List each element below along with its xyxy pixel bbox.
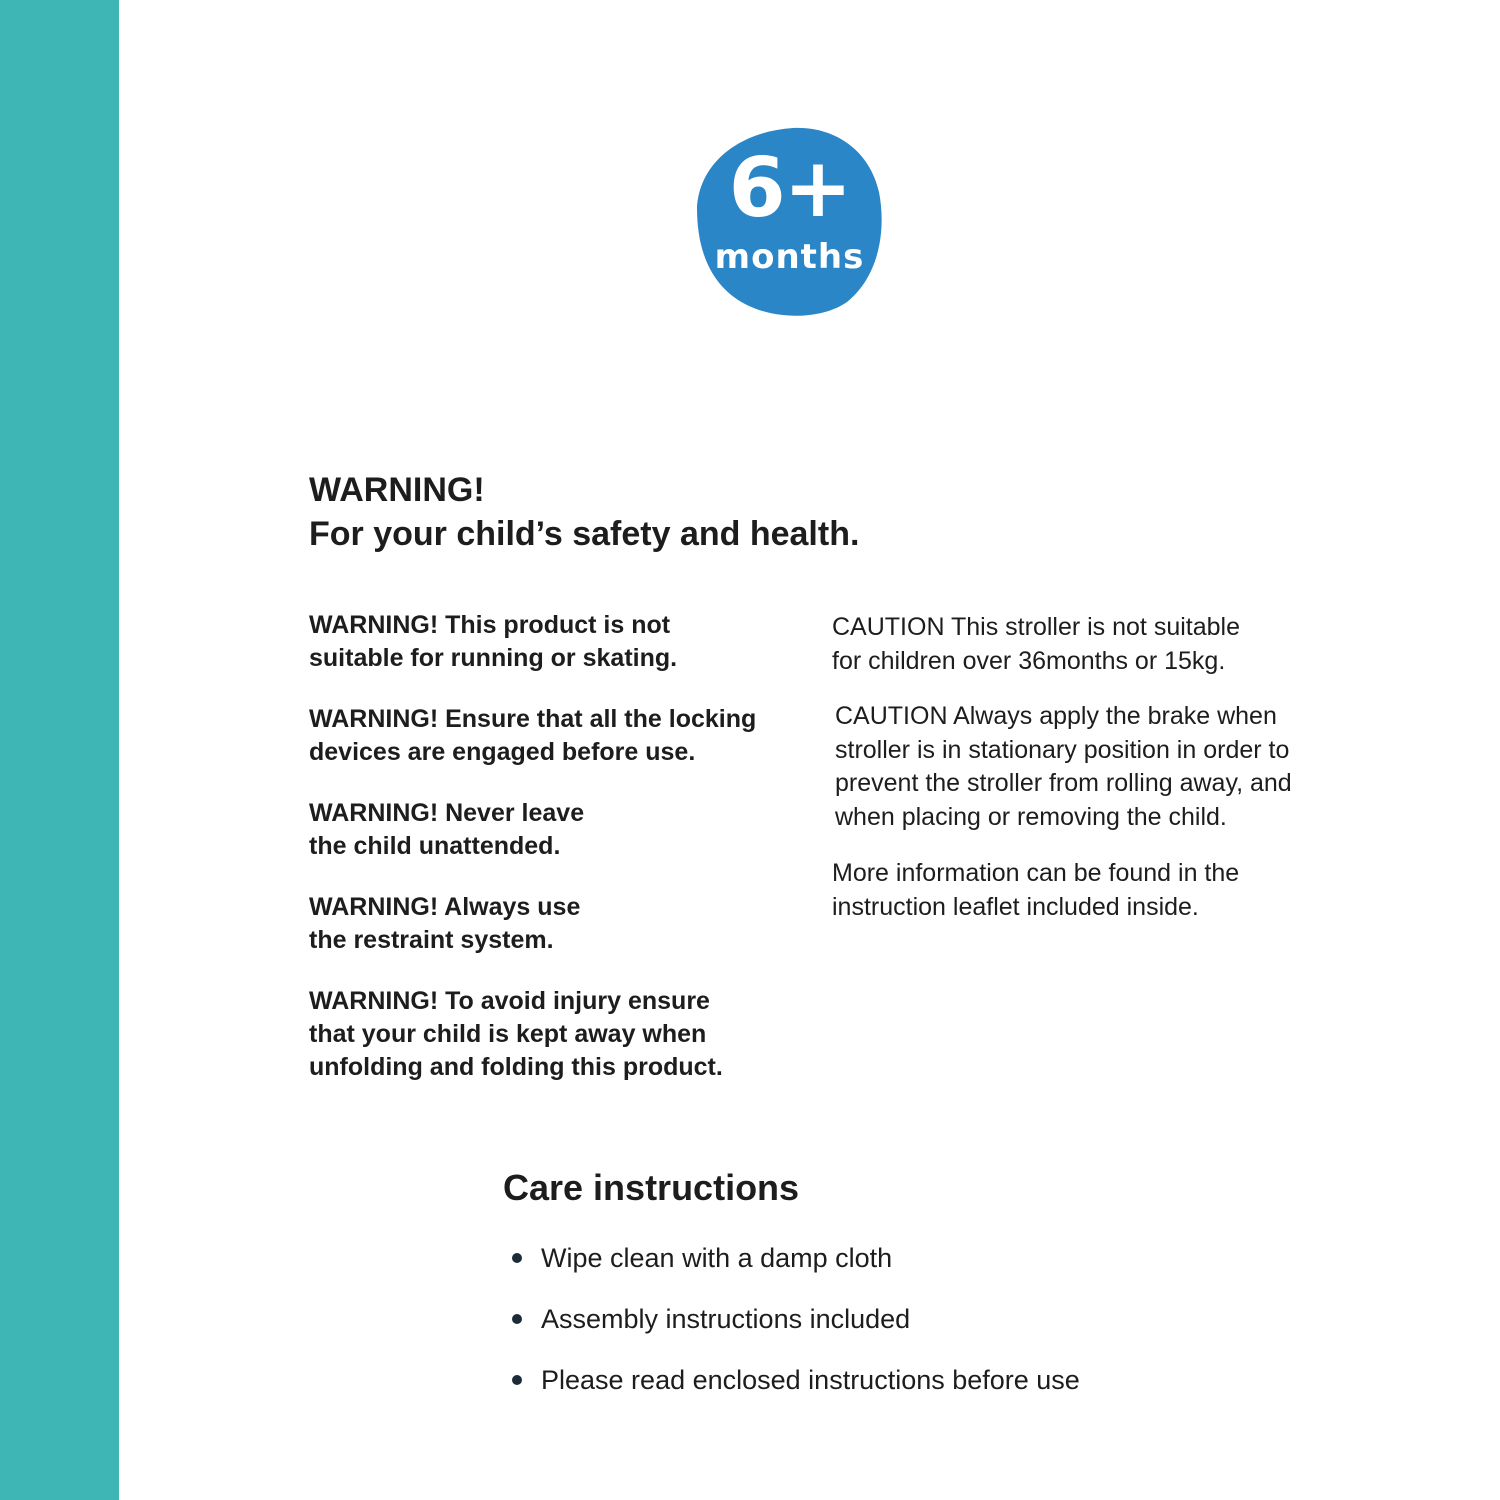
- caution-line: CAUTION This stroller is not suitable: [832, 613, 1240, 641]
- age-badge: [697, 126, 882, 318]
- more-info-note: [832, 857, 1392, 924]
- care-item-text: Assembly instructions included: [541, 1304, 911, 1334]
- headline-line-1: WARNING!: [309, 471, 485, 509]
- caution-line: stroller is in stationary position in order to: [835, 735, 1290, 764]
- caution-line: instruction leaflet included inside.: [832, 892, 1199, 921]
- caution-item: [832, 611, 1392, 678]
- warning-line: WARNING! To avoid injury ensure: [309, 987, 710, 1015]
- badge-age: 6+: [728, 141, 851, 236]
- warning-item: [309, 703, 819, 769]
- caution-line: CAUTION Always apply the brake when: [835, 702, 1277, 730]
- cautions-column: [832, 611, 1392, 924]
- warning-headline: [309, 468, 859, 556]
- caution-line: prevent the stroller from rolling away, and: [835, 769, 1292, 797]
- warning-line: the child unattended.: [309, 832, 561, 860]
- care-item-text: Please read enclosed instructions before use: [541, 1365, 1080, 1395]
- caution-item: [835, 700, 1392, 834]
- warning-line: unfolding and folding this product.: [309, 1053, 723, 1081]
- warning-line: WARNING! Never leave: [309, 799, 585, 827]
- list-item: [508, 1240, 1080, 1301]
- warning-item: [309, 797, 819, 863]
- warning-line: that your child is kept away when: [309, 1020, 707, 1048]
- warning-line: the restraint system.: [309, 926, 554, 954]
- warning-item: [309, 609, 819, 675]
- caution-line: More information can be found in the: [832, 859, 1240, 887]
- warning-line: suitable for running or skating.: [309, 644, 678, 672]
- care-instructions-title: Care instructions: [503, 1167, 800, 1208]
- warning-item: [309, 985, 819, 1084]
- headline-line-2: For your child’s safety and health.: [309, 515, 860, 553]
- list-item: [508, 1362, 1080, 1423]
- caution-line: for children over 36months or 15kg.: [832, 646, 1226, 675]
- caution-line: when placing or removing the child.: [835, 802, 1227, 831]
- warning-line: WARNING! Ensure that all the locking: [309, 705, 757, 733]
- warnings-column: [309, 609, 819, 1112]
- bullet-icon: [512, 1375, 522, 1385]
- warning-item: [309, 891, 819, 957]
- care-instructions-list: [508, 1240, 1080, 1423]
- bullet-icon: [512, 1314, 522, 1324]
- badge-unit: months: [714, 237, 865, 277]
- list-item: [508, 1301, 1080, 1362]
- care-item-text: Wipe clean with a damp cloth: [541, 1243, 893, 1273]
- warning-line: WARNING! This product is not: [309, 611, 671, 639]
- warning-line: WARNING! Always use: [309, 893, 581, 921]
- bullet-icon: [512, 1253, 522, 1263]
- warning-line: devices are engaged before use.: [309, 738, 696, 766]
- side-color-bar: [0, 0, 119, 1500]
